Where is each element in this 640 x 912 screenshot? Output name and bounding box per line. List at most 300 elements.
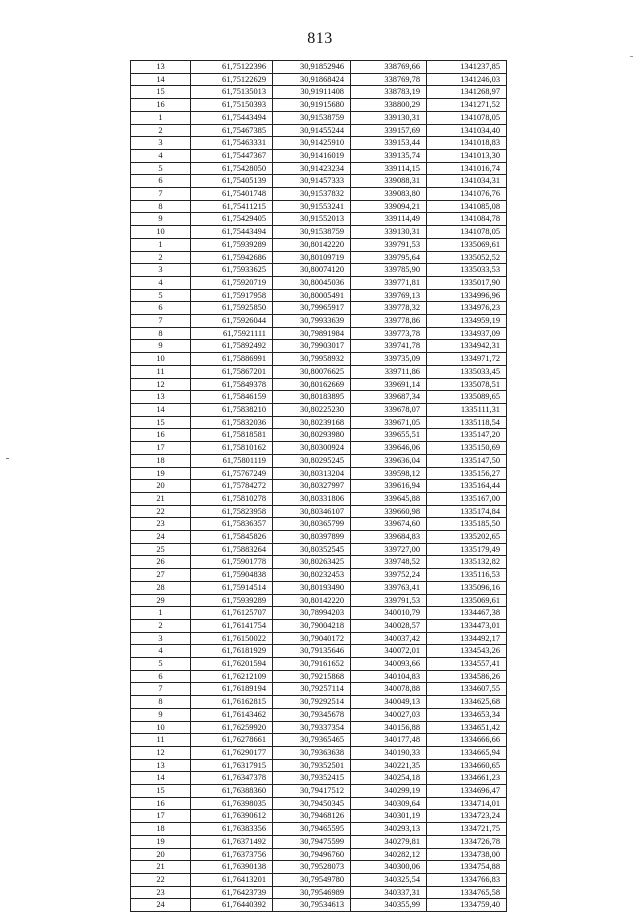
table-row [131, 264, 507, 277]
table-row [131, 480, 507, 493]
y-coordinate-cell: 1335179,49 [427, 543, 507, 556]
longitude-cell: 30,80142220 [273, 238, 351, 251]
longitude-cell: 30,79465595 [273, 823, 351, 836]
y-coordinate-cell: 1341076,76 [427, 188, 507, 201]
table-row [131, 73, 507, 86]
y-coordinate-cell: 1334666,66 [427, 734, 507, 747]
longitude-cell: 30,91915680 [273, 99, 351, 112]
margin-mark [6, 458, 9, 459]
y-coordinate-cell: 1334765,58 [427, 886, 507, 899]
longitude-cell: 30,79292514 [273, 696, 351, 709]
point-number-cell: 3 [131, 137, 191, 150]
longitude-cell: 30,79135646 [273, 645, 351, 658]
longitude-cell: 30,80232453 [273, 569, 351, 582]
point-number-cell: 10 [131, 226, 191, 239]
table-row [131, 175, 507, 188]
point-number-cell: 1 [131, 607, 191, 620]
latitude-cell: 61,76347378 [191, 772, 273, 785]
x-coordinate-cell: 340300,06 [351, 861, 427, 874]
point-number-cell: 3 [131, 264, 191, 277]
y-coordinate-cell: 1334959,19 [427, 315, 507, 328]
point-number-cell: 19 [131, 467, 191, 480]
table-row [131, 721, 507, 734]
longitude-cell: 30,80397899 [273, 531, 351, 544]
point-number-cell: 18 [131, 823, 191, 836]
x-coordinate-cell: 339616,94 [351, 480, 427, 493]
y-coordinate-cell: 1334492,17 [427, 632, 507, 645]
latitude-cell: 61,75886991 [191, 353, 273, 366]
latitude-cell: 61,75846159 [191, 391, 273, 404]
latitude-cell: 61,75925850 [191, 302, 273, 315]
table-row [131, 238, 507, 251]
x-coordinate-cell: 340037,42 [351, 632, 427, 645]
point-number-cell: 8 [131, 327, 191, 340]
x-coordinate-cell: 340028,57 [351, 619, 427, 632]
latitude-cell: 61,75401748 [191, 188, 273, 201]
longitude-cell: 30,79004218 [273, 619, 351, 632]
x-coordinate-cell: 339748,52 [351, 556, 427, 569]
latitude-cell: 61,75810278 [191, 492, 273, 505]
longitude-cell: 30,91537832 [273, 188, 351, 201]
latitude-cell: 61,75784272 [191, 480, 273, 493]
longitude-cell: 30,80300924 [273, 442, 351, 455]
point-number-cell: 15 [131, 785, 191, 798]
table-row [131, 492, 507, 505]
x-coordinate-cell: 340309,64 [351, 797, 427, 810]
longitude-cell: 30,79475599 [273, 835, 351, 848]
point-number-cell: 7 [131, 315, 191, 328]
y-coordinate-cell: 1335132,82 [427, 556, 507, 569]
y-coordinate-cell: 1335069,61 [427, 238, 507, 251]
point-number-cell: 28 [131, 581, 191, 594]
x-coordinate-cell: 340027,03 [351, 708, 427, 721]
point-number-cell: 3 [131, 632, 191, 645]
point-number-cell: 16 [131, 797, 191, 810]
point-number-cell: 14 [131, 403, 191, 416]
x-coordinate-cell: 339741,78 [351, 340, 427, 353]
latitude-cell: 61,75135013 [191, 86, 273, 99]
y-coordinate-cell: 1334759,40 [427, 899, 507, 912]
point-number-cell: 24 [131, 899, 191, 912]
table-row [131, 797, 507, 810]
table-row [131, 531, 507, 544]
latitude-cell: 61,75942686 [191, 251, 273, 264]
point-number-cell: 6 [131, 175, 191, 188]
latitude-cell: 61,75443494 [191, 111, 273, 124]
y-coordinate-cell: 1334766,83 [427, 874, 507, 887]
latitude-cell: 61,75933625 [191, 264, 273, 277]
x-coordinate-cell: 339727,00 [351, 543, 427, 556]
table-row [131, 429, 507, 442]
y-coordinate-cell: 1335078,51 [427, 378, 507, 391]
latitude-cell: 61,75823958 [191, 505, 273, 518]
latitude-cell: 61,76413201 [191, 874, 273, 887]
y-coordinate-cell: 1334738,00 [427, 848, 507, 861]
y-coordinate-cell: 1335069,61 [427, 594, 507, 607]
longitude-cell: 30,91455244 [273, 124, 351, 137]
longitude-cell: 30,80225230 [273, 403, 351, 416]
latitude-cell: 61,75405139 [191, 175, 273, 188]
latitude-cell: 61,75122396 [191, 61, 273, 74]
latitude-cell: 61,75838210 [191, 403, 273, 416]
longitude-cell: 30,79958932 [273, 353, 351, 366]
longitude-cell: 30,80352545 [273, 543, 351, 556]
point-number-cell: 7 [131, 188, 191, 201]
point-number-cell: 15 [131, 86, 191, 99]
y-coordinate-cell: 1335089,65 [427, 391, 507, 404]
y-coordinate-cell: 1341078,05 [427, 226, 507, 239]
latitude-cell: 61,75867201 [191, 365, 273, 378]
point-number-cell: 9 [131, 708, 191, 721]
x-coordinate-cell: 339655,51 [351, 429, 427, 442]
latitude-cell: 61,75443494 [191, 226, 273, 239]
x-coordinate-cell: 339094,21 [351, 200, 427, 213]
longitude-cell: 30,91457333 [273, 175, 351, 188]
table-row [131, 886, 507, 899]
point-number-cell: 9 [131, 340, 191, 353]
table-row [131, 251, 507, 264]
y-coordinate-cell: 1335033,53 [427, 264, 507, 277]
longitude-cell: 30,79257114 [273, 683, 351, 696]
table-row [131, 442, 507, 455]
latitude-cell: 61,76371492 [191, 835, 273, 848]
y-coordinate-cell: 1335174,84 [427, 505, 507, 518]
x-coordinate-cell: 339157,69 [351, 124, 427, 137]
point-number-cell: 2 [131, 619, 191, 632]
y-coordinate-cell: 1335147,50 [427, 454, 507, 467]
longitude-cell: 30,79337354 [273, 721, 351, 734]
latitude-cell: 61,75150393 [191, 99, 273, 112]
x-coordinate-cell: 339687,34 [351, 391, 427, 404]
y-coordinate-cell: 1334557,41 [427, 658, 507, 671]
latitude-cell: 61,75429405 [191, 213, 273, 226]
longitude-cell: 30,79933639 [273, 315, 351, 328]
x-coordinate-cell: 339763,41 [351, 581, 427, 594]
longitude-cell: 30,79549780 [273, 874, 351, 887]
y-coordinate-cell: 1335033,45 [427, 365, 507, 378]
y-coordinate-cell: 1334726,78 [427, 835, 507, 848]
y-coordinate-cell: 1335118,54 [427, 416, 507, 429]
latitude-cell: 61,75810162 [191, 442, 273, 455]
longitude-cell: 30,80313204 [273, 467, 351, 480]
x-coordinate-cell: 339088,31 [351, 175, 427, 188]
page-number: 813 [307, 30, 333, 47]
x-coordinate-cell: 340282,12 [351, 848, 427, 861]
table-row [131, 683, 507, 696]
latitude-cell: 61,76278661 [191, 734, 273, 747]
table-row [131, 708, 507, 721]
y-coordinate-cell: 1335052,52 [427, 251, 507, 264]
table-row [131, 365, 507, 378]
longitude-cell: 30,79417512 [273, 785, 351, 798]
latitude-cell: 61,75845826 [191, 531, 273, 544]
point-number-cell: 15 [131, 416, 191, 429]
point-number-cell: 9 [131, 213, 191, 226]
x-coordinate-cell: 340299,19 [351, 785, 427, 798]
latitude-cell: 61,75883264 [191, 543, 273, 556]
table-row [131, 569, 507, 582]
latitude-cell: 61,76181929 [191, 645, 273, 658]
table-row [131, 276, 507, 289]
x-coordinate-cell: 339752,24 [351, 569, 427, 582]
y-coordinate-cell: 1334653,34 [427, 708, 507, 721]
x-coordinate-cell: 339636,04 [351, 454, 427, 467]
y-coordinate-cell: 1341018,83 [427, 137, 507, 150]
y-coordinate-cell: 1334473,01 [427, 619, 507, 632]
longitude-cell: 30,79352501 [273, 759, 351, 772]
latitude-cell: 61,75892492 [191, 340, 273, 353]
x-coordinate-cell: 339660,98 [351, 505, 427, 518]
coordinates-table [130, 60, 507, 912]
y-coordinate-cell: 1334661,23 [427, 772, 507, 785]
point-number-cell: 7 [131, 683, 191, 696]
latitude-cell: 61,75801119 [191, 454, 273, 467]
longitude-cell: 30,91538759 [273, 111, 351, 124]
x-coordinate-cell: 339646,06 [351, 442, 427, 455]
y-coordinate-cell: 1334467,38 [427, 607, 507, 620]
latitude-cell: 61,75901778 [191, 556, 273, 569]
y-coordinate-cell: 1334971,72 [427, 353, 507, 366]
table-row [131, 607, 507, 620]
y-coordinate-cell: 1341078,05 [427, 111, 507, 124]
table-row [131, 518, 507, 531]
x-coordinate-cell: 340301,19 [351, 810, 427, 823]
table-row [131, 467, 507, 480]
x-coordinate-cell: 340049,13 [351, 696, 427, 709]
longitude-cell: 30,80295245 [273, 454, 351, 467]
point-number-cell: 4 [131, 149, 191, 162]
point-number-cell: 13 [131, 759, 191, 772]
longitude-cell: 30,80346107 [273, 505, 351, 518]
latitude-cell: 61,76390612 [191, 810, 273, 823]
y-coordinate-cell: 1335150,69 [427, 442, 507, 455]
table-row [131, 658, 507, 671]
y-coordinate-cell: 1335116,53 [427, 569, 507, 582]
latitude-cell: 61,75463331 [191, 137, 273, 150]
latitude-cell: 61,75836357 [191, 518, 273, 531]
longitude-cell: 30,80109719 [273, 251, 351, 264]
longitude-cell: 30,79040172 [273, 632, 351, 645]
x-coordinate-cell: 340072,01 [351, 645, 427, 658]
latitude-cell: 61,75917958 [191, 289, 273, 302]
latitude-cell: 61,76373756 [191, 848, 273, 861]
latitude-cell: 61,75428050 [191, 162, 273, 175]
x-coordinate-cell: 340337,31 [351, 886, 427, 899]
longitude-cell: 30,79496760 [273, 848, 351, 861]
x-coordinate-cell: 339771,81 [351, 276, 427, 289]
latitude-cell: 61,75939289 [191, 238, 273, 251]
point-number-cell: 2 [131, 124, 191, 137]
table-row [131, 111, 507, 124]
latitude-cell: 61,76390138 [191, 861, 273, 874]
x-coordinate-cell: 339114,15 [351, 162, 427, 175]
latitude-cell: 61,76212109 [191, 670, 273, 683]
x-coordinate-cell: 339674,60 [351, 518, 427, 531]
longitude-cell: 30,80263425 [273, 556, 351, 569]
table-row [131, 543, 507, 556]
longitude-cell: 30,79546989 [273, 886, 351, 899]
x-coordinate-cell: 339130,31 [351, 226, 427, 239]
longitude-cell: 30,79528073 [273, 861, 351, 874]
x-coordinate-cell: 340156,88 [351, 721, 427, 734]
table-row [131, 391, 507, 404]
y-coordinate-cell: 1335164,44 [427, 480, 507, 493]
x-coordinate-cell: 339735,09 [351, 353, 427, 366]
table-row [131, 162, 507, 175]
x-coordinate-cell: 339678,07 [351, 403, 427, 416]
latitude-cell: 61,75939289 [191, 594, 273, 607]
longitude-cell: 30,80293980 [273, 429, 351, 442]
longitude-cell: 30,79363638 [273, 746, 351, 759]
latitude-cell: 61,75904838 [191, 569, 273, 582]
x-coordinate-cell: 340325,54 [351, 874, 427, 887]
table-row [131, 594, 507, 607]
longitude-cell: 30,80142220 [273, 594, 351, 607]
point-number-cell: 6 [131, 302, 191, 315]
table-row [131, 874, 507, 887]
latitude-cell: 61,75832036 [191, 416, 273, 429]
point-number-cell: 1 [131, 238, 191, 251]
longitude-cell: 30,79450345 [273, 797, 351, 810]
longitude-cell: 30,79215868 [273, 670, 351, 683]
table-row [131, 226, 507, 239]
table-row [131, 759, 507, 772]
latitude-cell: 61,76440392 [191, 899, 273, 912]
y-coordinate-cell: 1334586,26 [427, 670, 507, 683]
table-row [131, 416, 507, 429]
x-coordinate-cell: 339791,53 [351, 594, 427, 607]
y-coordinate-cell: 1334754,88 [427, 861, 507, 874]
table-row [131, 899, 507, 912]
x-coordinate-cell: 340190,33 [351, 746, 427, 759]
point-number-cell: 24 [131, 531, 191, 544]
y-coordinate-cell: 1335111,31 [427, 403, 507, 416]
table-row [131, 696, 507, 709]
point-number-cell: 14 [131, 73, 191, 86]
point-number-cell: 4 [131, 276, 191, 289]
latitude-cell: 61,76259920 [191, 721, 273, 734]
y-coordinate-cell: 1335156,27 [427, 467, 507, 480]
table-row [131, 149, 507, 162]
table-row [131, 734, 507, 747]
point-number-cell: 23 [131, 886, 191, 899]
table-row [131, 810, 507, 823]
point-number-cell: 4 [131, 645, 191, 658]
x-coordinate-cell: 339769,13 [351, 289, 427, 302]
latitude-cell: 61,75767249 [191, 467, 273, 480]
point-number-cell: 13 [131, 391, 191, 404]
point-number-cell: 26 [131, 556, 191, 569]
y-coordinate-cell: 1335185,50 [427, 518, 507, 531]
table-row [131, 632, 507, 645]
longitude-cell: 30,80183895 [273, 391, 351, 404]
x-coordinate-cell: 339791,53 [351, 238, 427, 251]
x-coordinate-cell: 338800,29 [351, 99, 427, 112]
table-row [131, 137, 507, 150]
longitude-cell: 30,80327997 [273, 480, 351, 493]
longitude-cell: 30,79345678 [273, 708, 351, 721]
point-number-cell: 8 [131, 696, 191, 709]
latitude-cell: 61,75849378 [191, 378, 273, 391]
y-coordinate-cell: 1335202,65 [427, 531, 507, 544]
x-coordinate-cell: 340279,81 [351, 835, 427, 848]
table-row [131, 200, 507, 213]
point-number-cell: 20 [131, 848, 191, 861]
y-coordinate-cell: 1341237,85 [427, 61, 507, 74]
longitude-cell: 30,91852946 [273, 61, 351, 74]
latitude-cell: 61,76162815 [191, 696, 273, 709]
y-coordinate-cell: 1334660,65 [427, 759, 507, 772]
y-coordinate-cell: 1334625,68 [427, 696, 507, 709]
longitude-cell: 30,91425910 [273, 137, 351, 150]
point-number-cell: 12 [131, 378, 191, 391]
latitude-cell: 61,76150022 [191, 632, 273, 645]
x-coordinate-cell: 338783,19 [351, 86, 427, 99]
x-coordinate-cell: 340355,99 [351, 899, 427, 912]
point-number-cell: 16 [131, 429, 191, 442]
point-number-cell: 13 [131, 61, 191, 74]
longitude-cell: 30,80005491 [273, 289, 351, 302]
longitude-cell: 30,80365799 [273, 518, 351, 531]
x-coordinate-cell: 339684,83 [351, 531, 427, 544]
table-row [131, 848, 507, 861]
latitude-cell: 61,76317915 [191, 759, 273, 772]
longitude-cell: 30,91552013 [273, 213, 351, 226]
x-coordinate-cell: 339691,14 [351, 378, 427, 391]
table-row [131, 785, 507, 798]
longitude-cell: 30,80045036 [273, 276, 351, 289]
x-coordinate-cell: 340254,18 [351, 772, 427, 785]
longitude-cell: 30,78994203 [273, 607, 351, 620]
margin-mark [630, 56, 633, 57]
longitude-cell: 30,91416019 [273, 149, 351, 162]
x-coordinate-cell: 340221,35 [351, 759, 427, 772]
y-coordinate-cell: 1335096,16 [427, 581, 507, 594]
point-number-cell: 11 [131, 734, 191, 747]
y-coordinate-cell: 1341268,97 [427, 86, 507, 99]
point-number-cell: 21 [131, 861, 191, 874]
coordinates-table-body [131, 61, 507, 912]
point-number-cell: 5 [131, 658, 191, 671]
table-row [131, 86, 507, 99]
table-row [131, 772, 507, 785]
longitude-cell: 30,80162669 [273, 378, 351, 391]
point-number-cell: 19 [131, 835, 191, 848]
point-number-cell: 5 [131, 289, 191, 302]
y-coordinate-cell: 1335167,00 [427, 492, 507, 505]
table-row [131, 645, 507, 658]
latitude-cell: 61,76398035 [191, 797, 273, 810]
longitude-cell: 30,79468126 [273, 810, 351, 823]
longitude-cell: 30,91868424 [273, 73, 351, 86]
latitude-cell: 61,76383356 [191, 823, 273, 836]
x-coordinate-cell: 339598,12 [351, 467, 427, 480]
y-coordinate-cell: 1334976,23 [427, 302, 507, 315]
x-coordinate-cell: 339083,80 [351, 188, 427, 201]
x-coordinate-cell: 339785,90 [351, 264, 427, 277]
point-number-cell: 22 [131, 874, 191, 887]
table-row [131, 556, 507, 569]
y-coordinate-cell: 1341084,78 [427, 213, 507, 226]
point-number-cell: 1 [131, 111, 191, 124]
x-coordinate-cell: 339114,49 [351, 213, 427, 226]
latitude-cell: 61,76141754 [191, 619, 273, 632]
y-coordinate-cell: 1341013,30 [427, 149, 507, 162]
point-number-cell: 27 [131, 569, 191, 582]
point-number-cell: 12 [131, 746, 191, 759]
longitude-cell: 30,79891984 [273, 327, 351, 340]
longitude-cell: 30,79161652 [273, 658, 351, 671]
